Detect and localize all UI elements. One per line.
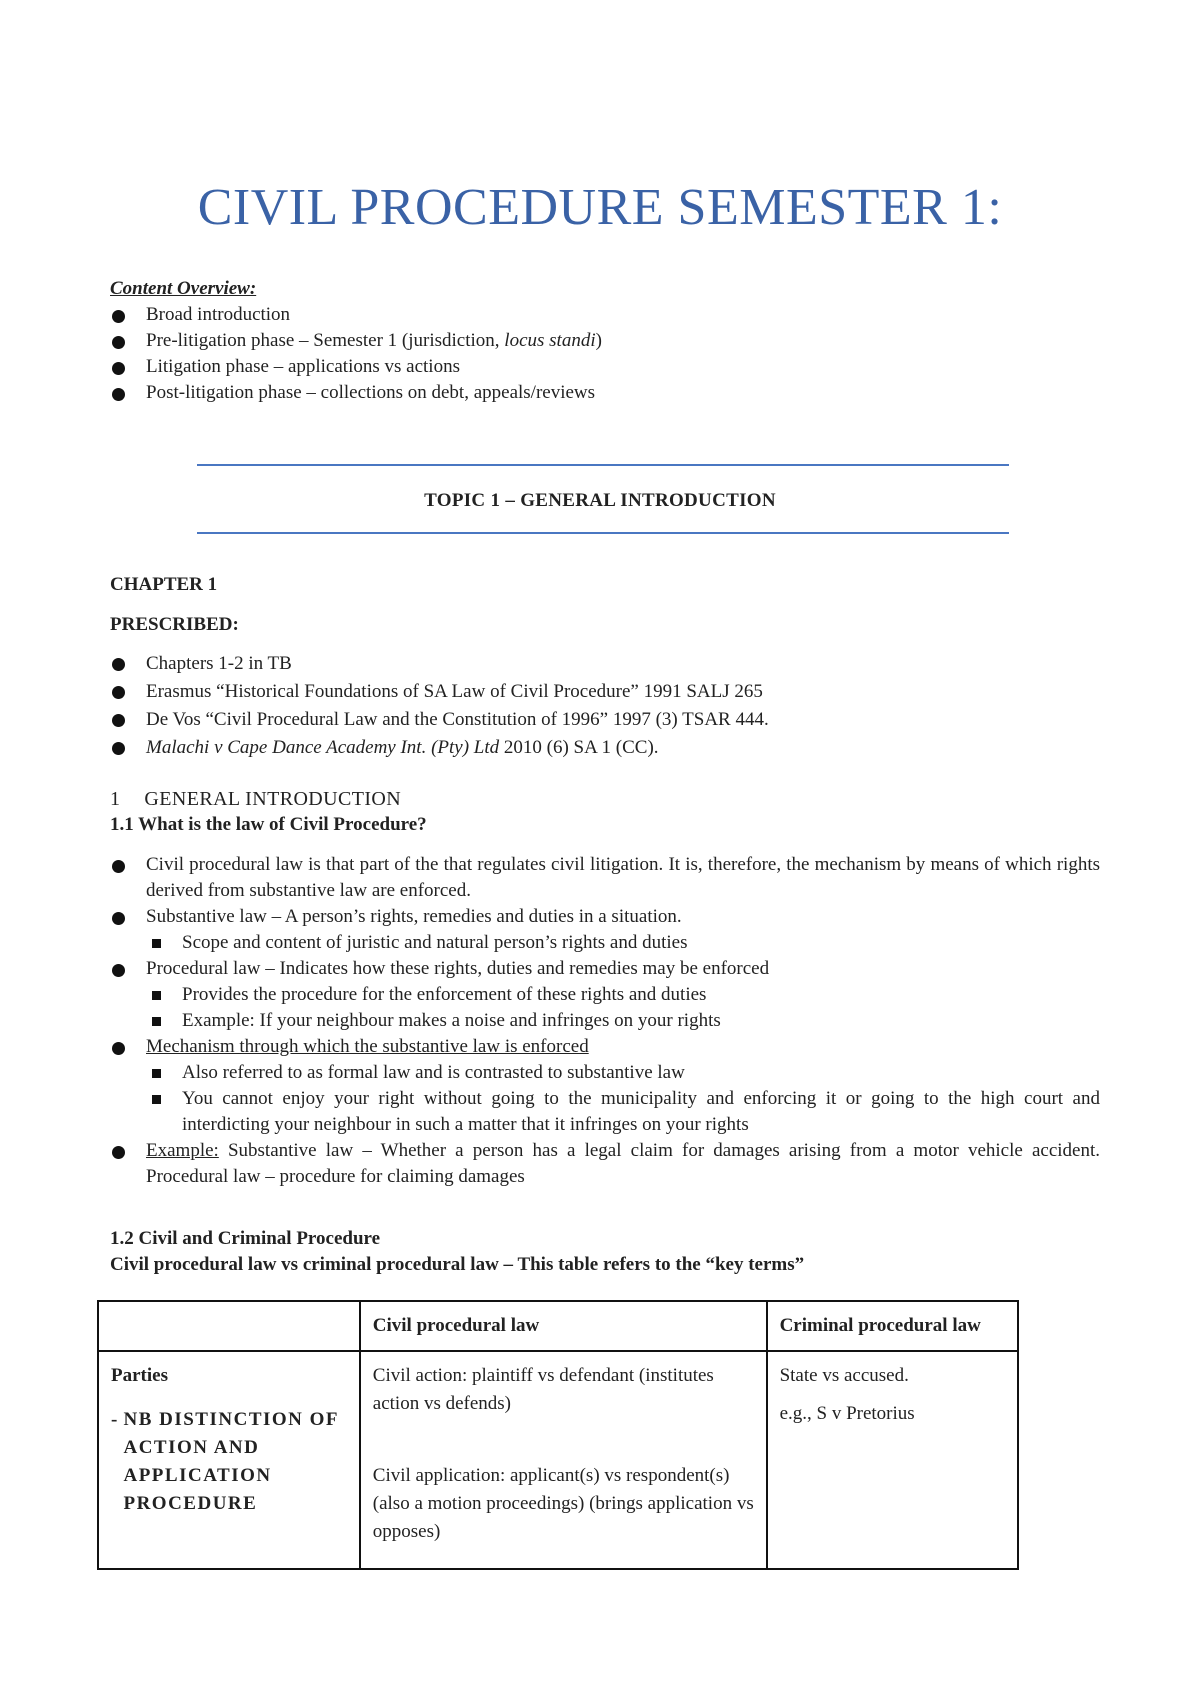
sub-list-item	[110, 982, 1100, 1008]
sub-list-item	[110, 930, 1100, 956]
chapter-label: CHAPTER 1	[110, 574, 218, 595]
list-item-text: Chapters 1-2 in TB	[146, 653, 292, 674]
table-header-criminal: Criminal procedural law	[767, 1301, 1018, 1351]
list-item-text: Civil procedural law is that part of the that regulates civil litigation. It is, therefore, the mechanism by means of which rights derived from substantive law are enforced.	[146, 854, 1100, 901]
divider-bottom	[197, 532, 1009, 534]
sub-list-item	[110, 1008, 1100, 1034]
list-item	[110, 852, 1100, 904]
italic-term: locus standi	[504, 330, 596, 351]
list-item	[110, 650, 1100, 678]
list-item-text: Erasmus “Historical Foundations of SA Law of Civil Procedure” 1991 SALJ 265	[146, 681, 763, 702]
list-item-text: Example: If your neighbour makes a noise and infringes on your rights	[182, 1010, 721, 1031]
sub-list-item	[110, 1060, 1100, 1086]
section-heading	[110, 786, 1100, 812]
list-item-text: De Vos “Civil Procedural Law and the Constitution of 1996” 1997 (3) TSAR 444.	[146, 709, 769, 730]
section-number: 1	[110, 788, 121, 810]
table-cell-parties	[98, 1351, 360, 1569]
list-item	[110, 904, 1100, 930]
section-1-2-heading: 1.2 Civil and Criminal Procedure	[110, 1228, 381, 1249]
list-item-text: Mechanism through which the substantive law is enforced	[146, 1036, 589, 1057]
civil-application-text: Civil application: applicant(s) vs respondent(s) (also a motion proceedings) (brings application vs opposes)	[372, 1465, 754, 1542]
table-cell-criminal	[767, 1351, 1018, 1569]
list-item	[110, 1138, 1100, 1190]
prescribed-label: PRESCRIBED:	[110, 614, 239, 635]
table-cell-civil	[360, 1351, 767, 1569]
section-1-2-subheading: Civil procedural law vs criminal procedural law – This table refers to the “key terms”	[110, 1254, 805, 1275]
case-name: Malachi v Cape Dance Academy Int. (Pty) Ltd	[146, 737, 500, 758]
document-title: CIVIL PROCEDURE SEMESTER 1:	[197, 179, 1003, 236]
list-item	[110, 956, 1100, 982]
list-item	[110, 706, 1100, 734]
list-item	[110, 678, 1100, 706]
list-item-text: Litigation phase – applications vs actions	[146, 356, 460, 377]
case-citation: 2010 (6) SA 1 (CC).	[499, 737, 659, 758]
list-item-text: Broad introduction	[146, 304, 291, 325]
section-title: GENERAL INTRODUCTION	[144, 788, 402, 810]
table-header-empty	[98, 1301, 360, 1351]
subsection-heading: 1.1 What is the law of Civil Procedure?	[110, 814, 427, 835]
criminal-example-text: e.g., S v Pretorius	[779, 1403, 915, 1424]
criminal-parties-text: State vs accused.	[779, 1365, 909, 1386]
list-item-text: Also referred to as formal law and is contrasted to substantive law	[182, 1062, 685, 1083]
list-item-text: Substantive law – A person’s rights, remedies and duties in a situation.	[146, 906, 682, 927]
table-header-row	[98, 1301, 1018, 1351]
list-item-text: Substantive law – Whether a person has a legal claim for damages arising from a motor vehicle accident. Procedural law – procedure for claiming damages	[146, 1140, 1100, 1187]
list-item	[110, 380, 1100, 406]
table-row	[98, 1351, 1018, 1569]
list-item	[110, 328, 1100, 354]
content-overview	[110, 276, 1100, 406]
divider-top	[197, 464, 1009, 466]
list-item	[110, 302, 1100, 328]
civil-action-text: Civil action: plaintiff vs defendant (institutes action vs defends)	[372, 1365, 714, 1414]
list-item-text: Post-litigation phase – collections on debt, appeals/reviews	[146, 382, 596, 403]
section-bullets	[110, 852, 1100, 1190]
list-item-text: Scope and content of juristic and natural person’s rights and duties	[182, 932, 688, 953]
comparison-table	[97, 1300, 1019, 1570]
distinction-text: NB DISTINCTION OF ACTION AND APPLICATION PROCEDURE	[123, 1409, 339, 1514]
list-item	[110, 1034, 1100, 1060]
dash-marker: -	[111, 1409, 118, 1430]
prescribed-list	[110, 650, 1100, 762]
list-item-text: Procedural law – Indicates how these rights, duties and remedies may be enforced	[146, 958, 770, 979]
distinction-note	[111, 1406, 349, 1518]
example-label: Example:	[146, 1140, 219, 1161]
row-label: Parties	[111, 1365, 168, 1386]
list-item	[110, 734, 1100, 762]
list-item-text: You cannot enjoy your right without going to the municipality and enforcing it or going to the high court and interdicting your neighbour in such a matter that it infringes on your rights	[182, 1088, 1100, 1135]
overview-list	[110, 302, 1100, 406]
sub-list-item	[110, 1086, 1100, 1138]
topic-heading: TOPIC 1 – GENERAL INTRODUCTION	[424, 490, 776, 511]
list-item-text: Provides the procedure for the enforcement of these rights and duties	[182, 984, 707, 1005]
list-item-text: )	[595, 330, 602, 351]
table-header-civil: Civil procedural law	[360, 1301, 767, 1351]
list-item	[110, 354, 1100, 380]
overview-heading: Content Overview:	[110, 278, 257, 299]
list-item-text: Pre-litigation phase – Semester 1 (jurisdiction,	[146, 330, 505, 351]
